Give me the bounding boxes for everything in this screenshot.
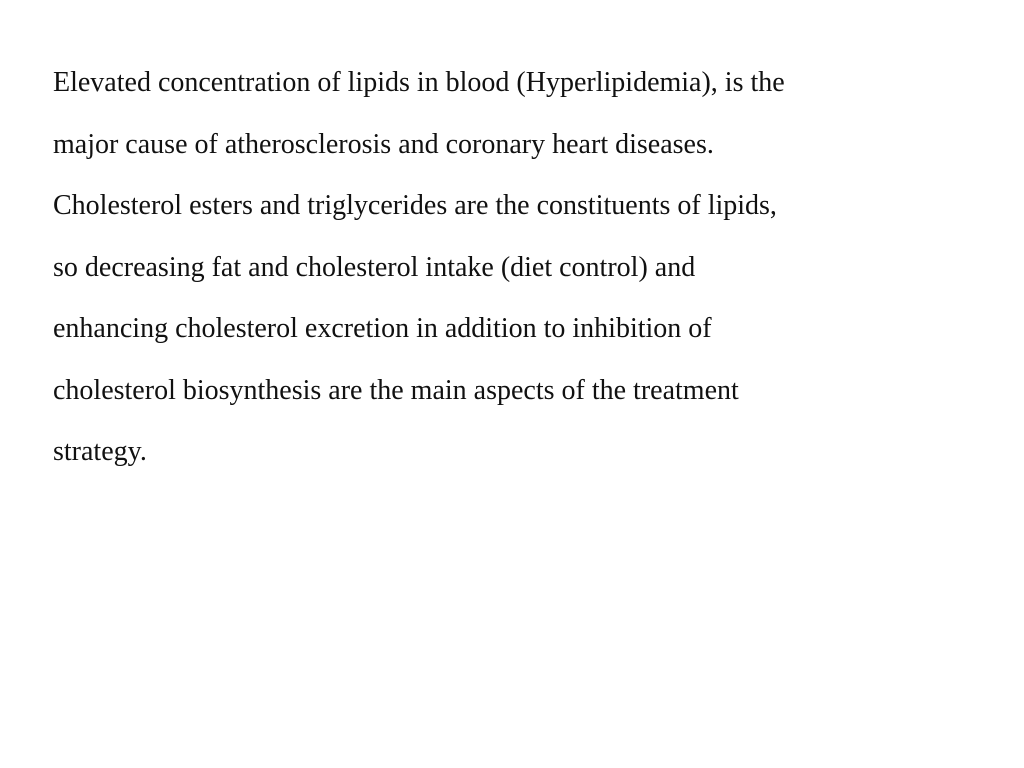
body-paragraph	[53, 60, 993, 491]
paragraph-line: Cholesterol esters and triglycerides are the constituents of lipids,	[53, 190, 777, 221]
paragraph-line: cholesterol biosynthesis are the main aspects of the treatment	[53, 374, 739, 406]
paragraph-line: enhancing cholesterol excretion in addition to inhibition of	[53, 313, 712, 344]
paragraph-line: strategy.	[53, 436, 147, 467]
paragraph-line: so decreasing fat and cholesterol intake (diet control) and	[53, 251, 696, 283]
paragraph-line: Elevated concentration of lipids in blood (Hyperlipidemia), is the	[53, 67, 785, 98]
paragraph-line: major cause of atherosclerosis and coronary heart diseases.	[53, 128, 714, 160]
